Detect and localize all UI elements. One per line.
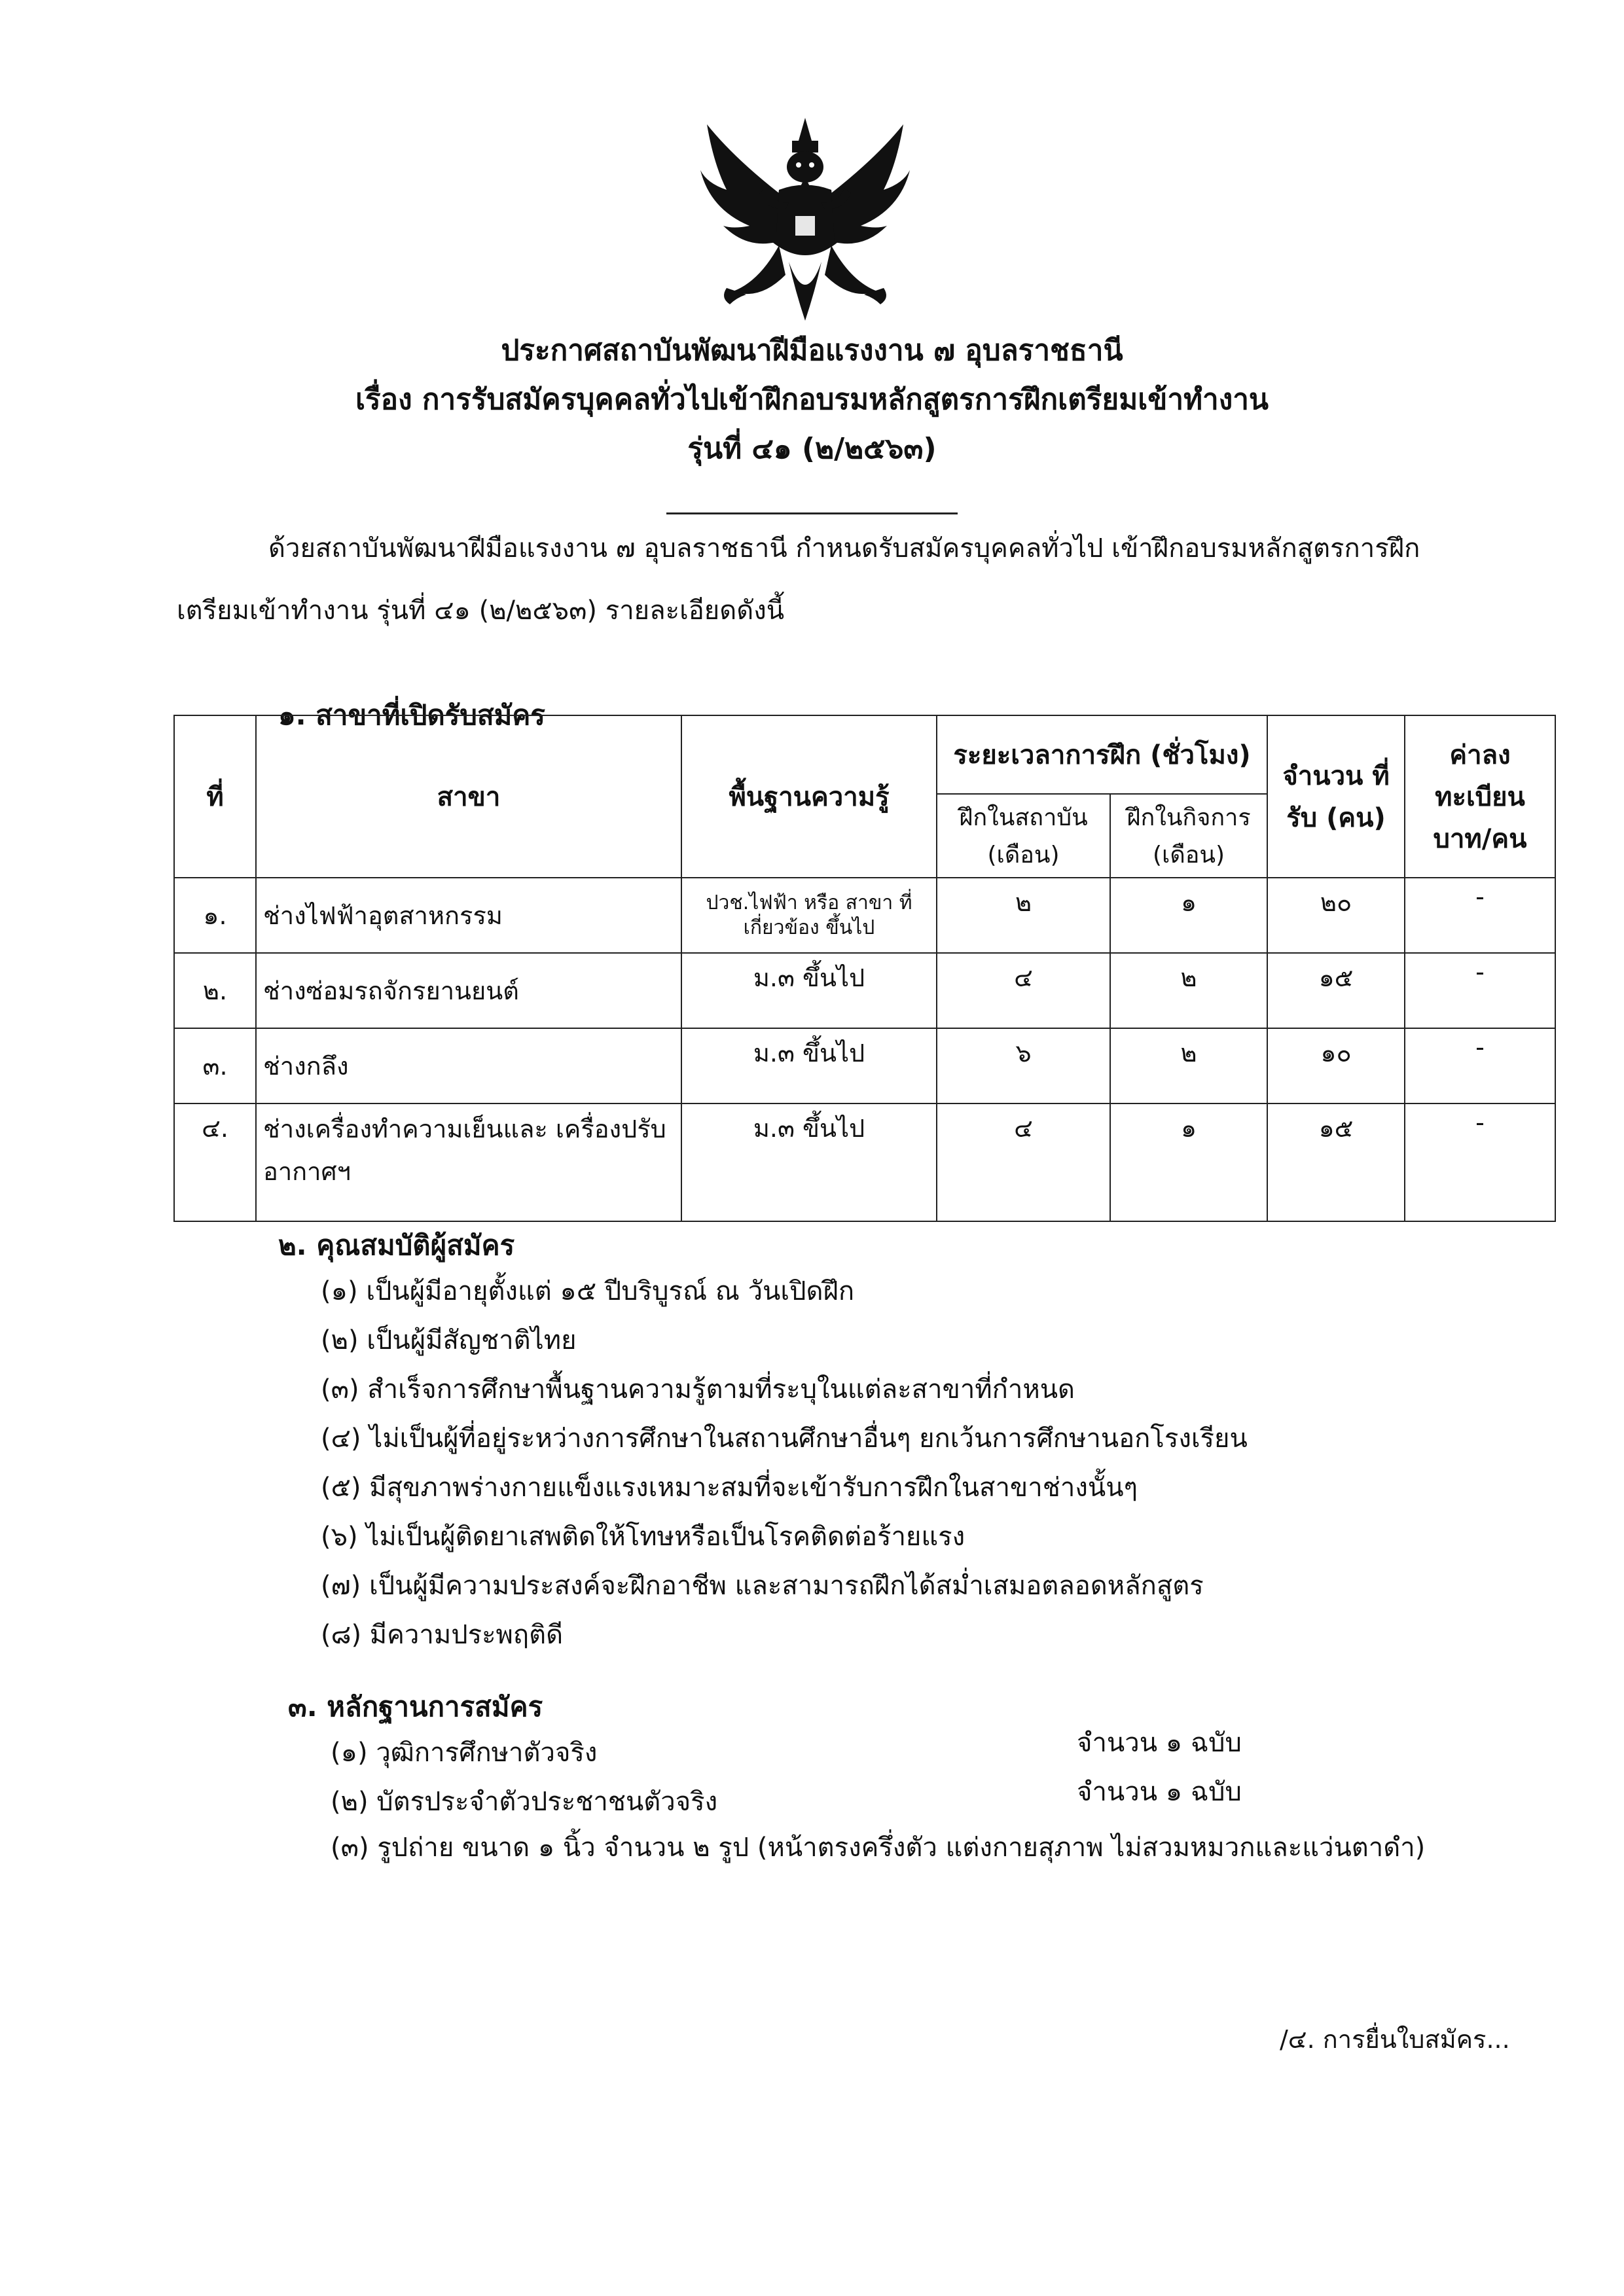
table-row <box>174 953 1555 1028</box>
qualification-item: (๔) ไม่เป็นผู้ที่อยู่ระหว่างการศึกษาในสถานศึกษาอื่นๆ ยกเว้นการศึกษานอกโรงเรียน <box>321 1424 1248 1454</box>
row-in-institute: ๒ <box>937 878 1110 953</box>
header-duration: ระยะเวลาการฝึก (ชั่วโมง) <box>937 715 1267 794</box>
qualification-item: (๗) เป็นผู้มีความประสงค์จะฝึกอาชีพ และสามารถฝึกได้สม่ำเสมอตลอดหลักสูตร <box>321 1571 1204 1601</box>
continued-note: /๔. การยื่นใบสมัคร... <box>1280 2025 1510 2054</box>
row-basis: ม.๓ ขึ้นไป <box>681 1103 937 1221</box>
section-1-title: ๑. สาขาที่เปิดรับสมัคร <box>278 699 545 731</box>
row-in-institute: ๔ <box>937 953 1110 1028</box>
header-fee: ค่าลง ทะเบียน บาท/คน <box>1405 715 1555 878</box>
row-fee: - <box>1405 1103 1555 1221</box>
row-no: ๑. <box>174 878 256 953</box>
header-in-institute: ฝึกในสถาบัน (เดือน) <box>937 794 1110 878</box>
row-in-institute: ๖ <box>937 1028 1110 1103</box>
row-no: ๓. <box>174 1028 256 1103</box>
row-fee: - <box>1405 1028 1555 1103</box>
row-quota: ๑๐ <box>1267 1028 1405 1103</box>
document-item: (๒) บัตรประจำตัวประชาชนตัวจริง <box>331 1787 718 1817</box>
announcement-batch: รุ่นที่ ๔๑ (๒/๒๕๖๓) <box>687 432 937 465</box>
qualification-item: (๖) ไม่เป็นผู้ติดยาเสพติดให้โทษหรือเป็นโรคติดต่อร้ายแรง <box>321 1522 965 1552</box>
qualification-item: (๕) มีสุขภาพร่างกายแข็งแรงเหมาะสมที่จะเข้ารับการฝึกในสาขาช่างนั้นๆ <box>321 1473 1138 1503</box>
title-divider <box>666 512 958 514</box>
row-quota: ๒๐ <box>1267 878 1405 953</box>
row-fee: - <box>1405 953 1555 1028</box>
row-in-company: ๒ <box>1110 1028 1267 1103</box>
intro-line-2: เตรียมเข้าทำงาน รุ่นที่ ๔๑ (๒/๒๕๖๓) รายละเอียดดังนี้ <box>177 596 785 626</box>
document-item: (๑) วุฒิการศึกษาตัวจริง <box>331 1738 598 1768</box>
row-basis: ปวช.ไฟฟ้า หรือ สาขา ที่เกี่ยวข้อง ขึ้นไป <box>681 878 937 953</box>
row-basis: ม.๓ ขึ้นไป <box>681 1028 937 1103</box>
section-3-title: ๓. หลักฐานการสมัคร <box>288 1691 543 1723</box>
row-branch: ช่างกลึง <box>256 1028 681 1103</box>
intro-line-1: ด้วยสถาบันพัฒนาฝีมือแรงงาน ๗ อุบลราชธานี กำหนดรับสมัครบุคคลทั่วไป เข้าฝึกอบรมหลักสูตรการฝึก <box>268 533 1420 564</box>
qualification-item: (๓) สำเร็จการศึกษาพื้นฐานความรู้ตามที่ระบุในแต่ละสาขาที่กำหนด <box>321 1374 1075 1405</box>
qualification-item: (๑) เป็นผู้มีอายุตั้งแต่ ๑๕ ปีบริบูรณ์ ณ วันเปิดฝึก <box>321 1276 855 1306</box>
header-no: ที่ <box>174 715 256 878</box>
announcement-title: ประกาศสถาบันพัฒนาฝีมือแรงงาน ๗ อุบลราชธานี <box>501 334 1123 367</box>
qualification-item: (๒) เป็นผู้มีสัญชาติไทย <box>321 1325 577 1355</box>
table-row <box>174 878 1555 953</box>
header-branch: สาขา <box>256 715 681 878</box>
row-in-institute: ๔ <box>937 1103 1110 1221</box>
row-no: ๒. <box>174 953 256 1028</box>
document-item: (๓) รูปถ่าย ขนาด ๑ นิ้ว จำนวน ๒ รูป (หน้าตรงครึ่งตัว แต่งกายสุภาพ ไม่สวมหมวกและแว่นตาดำ) <box>331 1833 1426 1863</box>
row-in-company: ๒ <box>1110 953 1267 1028</box>
header-in-company: ฝึกในกิจการ (เดือน) <box>1110 794 1267 878</box>
table-row <box>174 1103 1555 1221</box>
row-no: ๔. <box>174 1103 256 1221</box>
table-row <box>174 1028 1555 1103</box>
row-fee: - <box>1405 878 1555 953</box>
garuda-emblem <box>687 111 923 334</box>
row-branch: ช่างซ่อมรถจักรยานยนต์ <box>256 953 681 1028</box>
header-quota: จำนวน ที่รับ (คน) <box>1267 715 1405 878</box>
row-in-company: ๑ <box>1110 878 1267 953</box>
announcement-subject: เรื่อง การรับสมัครบุคคลทั่วไปเข้าฝึกอบรมหลักสูตรการฝึกเตรียมเข้าทำงาน <box>355 383 1269 416</box>
header-basis: พื้นฐานความรู้ <box>681 715 937 878</box>
row-branch: ช่างไฟฟ้าอุตสาหกรรม <box>256 878 681 953</box>
branch-table <box>173 715 1556 1222</box>
section-2-title: ๒. คุณสมบัติผู้สมัคร <box>278 1229 515 1261</box>
row-quota: ๑๕ <box>1267 1103 1405 1221</box>
row-branch: ช่างเครื่องทำความเย็นและ เครื่องปรับอากาศฯ <box>256 1103 681 1221</box>
document-amount: จำนวน ๑ ฉบับ <box>1077 1728 1242 1758</box>
row-basis: ม.๓ ขึ้นไป <box>681 953 937 1028</box>
document-amount: จำนวน ๑ ฉบับ <box>1077 1777 1242 1807</box>
qualification-item: (๘) มีความประพฤติดี <box>321 1620 564 1650</box>
row-quota: ๑๕ <box>1267 953 1405 1028</box>
row-in-company: ๑ <box>1110 1103 1267 1221</box>
